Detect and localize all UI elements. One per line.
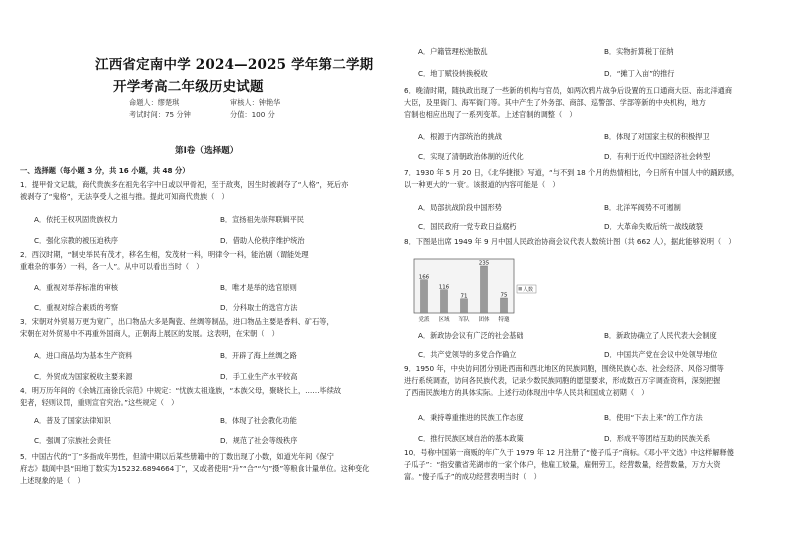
q7-option-c: C．国民政府一党专政日益腐朽: [418, 222, 517, 231]
q1-option-b: B．宣扬祖先崇拜联辑平民: [220, 215, 304, 224]
reviewer-label: 审核人：: [230, 98, 259, 107]
exam-title-line2: 开学考高二年级历史试题: [113, 79, 264, 95]
q9-option-a: A．秉持尊重推进的民族工作态度: [418, 413, 524, 422]
q3-option-d: D．手工业生产水平较高: [220, 372, 298, 381]
q2-option-a: A．重视对举荐标准的审核: [34, 283, 118, 292]
score-value: 100 分: [251, 110, 275, 119]
delegates-bar-chart: [412, 257, 537, 325]
q3-option-b: B．开辟了海上丝绸之路: [220, 351, 297, 360]
q4-line1: 4．明万历年间的《余姚江南徐氏宗范》中规定：“忧族太祖逢族，“本族父母，聚晓长上，……毕续故: [20, 386, 342, 395]
q5-option-b: B．实物折算税丁征纳: [604, 47, 674, 56]
q10-line3: 富。“傻子瓜子”的成功经营表明当时（ ）: [404, 472, 541, 481]
q2-option-d: D．分科取士的选官方法: [220, 303, 298, 312]
chart-value-label-4: 75: [500, 292, 508, 299]
q6-option-c: C．实现了清朝政治体制的近代化: [418, 152, 524, 161]
reviewer-meta: [230, 98, 280, 108]
q2-option-b: B．唯才是举的选官原则: [220, 283, 297, 292]
q7-option-a: A．局部抗战阶段中国形势: [418, 203, 502, 212]
q3-line1: 3．宋朝对外贸易万更为宽广，出口物品大多是陶瓷、丝绸等制品，进口物品主要是香料、矿石等，: [20, 317, 334, 326]
q10-line2: 子瓜子”：“指安徽省芜湖市的一家个体户，他雇工较量，雇佣劳工，经营数量，经营数量，万方大资: [404, 460, 721, 469]
q4-option-d: D．规范了社会等级秩序: [220, 436, 298, 445]
q2-line1: 2．西汉时期，“制史举民有茂才，移名生相，发茂材一科，明律令一科，能治剧（谓能处理: [20, 250, 309, 259]
q2-line2: 重难杂的事务）一科，各一人”。从中可以看出当时（ ）: [20, 262, 204, 271]
q7-line2: 以一种更大的‘一衰’。该报道的内容可能是（ ）: [404, 180, 560, 189]
q1-option-a: A．依托王权巩固贵族权力: [34, 215, 118, 224]
q6-option-a: A．根源于内部统治的挑战: [418, 132, 502, 141]
setter-label: 命题人：: [129, 98, 158, 107]
q9-line1: 9．1950 年，中央访问团分别赴西南和西北地区的民族同胞，围绕民族心态、社会经济、风俗习惯等: [404, 364, 724, 373]
q5-option-a: A．户籍管理松弛散乱: [418, 47, 488, 56]
q3-option-a: A．进口商品均为基本生产资料: [34, 351, 133, 360]
q6-line2: 大臣，及里衙门、海军衙门等。其中产生了外务部、商部、巡警部、学部等新的中央机构，地方: [404, 98, 706, 107]
chart-category-label-2: 军队: [458, 317, 470, 323]
q1-option-c: C．强化宗教的被压迫秩序: [34, 236, 119, 245]
q6-line3: 官制也相应出现了一系列变革。上述官制的调整（ ）: [404, 110, 577, 119]
q3-line2: 宋朝在对外贸易中不再重外国商人，正朝海上展区的发展。这表明，在宋朝（ ）: [20, 329, 279, 338]
setter-name: 缪楚琪: [157, 98, 180, 107]
chart-category-label-0: 党派: [418, 317, 430, 323]
chart-value-label-3: 235: [478, 260, 490, 267]
q6-line1: 6．晚清时期，随执政出现了一些新的机构与官员，如两次鸦片战争后设置的五口通商大臣、南北洋通商: [404, 86, 733, 95]
q10-line1: 10．号称中国第一商贩的年广久于 1979 年 12 月注册了“傻子瓜子”商标。《邓小平文选》中这样解释傻: [404, 448, 734, 457]
setter-meta: [129, 98, 179, 108]
chart-bar-0: [421, 280, 428, 313]
q9-line3: 了西南民族地方的具体实际。上述行动体现出中华人民共和国成立初期（ ）: [404, 388, 649, 397]
exam-title-line1: 江西省定南中学 2024—2025 学年第二学期: [95, 57, 374, 73]
q9-option-c: C．推行民族区域自治的基本政策: [418, 434, 524, 443]
q9-option-d: D．形成平等团结互助的民族关系: [604, 434, 711, 443]
chart-bar-1: [441, 290, 448, 313]
q8-line1: 8．下图是出席 1949 年 9 月中国人民政治协商会议代表人数统计图（共 662 人），据此能够说明（ ）: [404, 237, 736, 246]
q7-option-b: B．北洋军阀势不可遏制: [604, 203, 681, 212]
q8-option-d: D．中国共产党在会议中处领导地位: [604, 350, 718, 359]
chart-bar-2: [461, 299, 468, 313]
time-label: 考试时间：: [129, 110, 165, 119]
q4-option-c: C．强调了宗族社会责任: [34, 436, 111, 445]
chart-value-label-1: 116: [438, 284, 450, 291]
q7-option-d: D．大革命失败后统一战线破裂: [604, 222, 703, 231]
q6-option-b: B．体现了对国家主权的积极捍卫: [604, 132, 710, 141]
volume-title: 第Ⅰ卷（选择题）: [175, 146, 239, 156]
q1-line2: 被剥夺了“鬼格”，无法享受人之祖与推。提此可知商代贵族（ ）: [20, 192, 229, 201]
time-value: 75 分钟: [164, 110, 191, 119]
q9-option-b: B．使用“下去上来”的工作方法: [604, 413, 703, 422]
q3-option-c: C．外贸成为国家税收主要来源: [34, 372, 133, 381]
q4-option-b: B．体现了社会教化功能: [220, 416, 297, 425]
q6-option-d: D．有利于近代中国经济社会转型: [604, 152, 711, 161]
q9-line2: 进行系统调查，访问各民族代表，记录少数民族同胞的愿望要求，形成数百万字调查资料，深刻把握: [404, 376, 721, 385]
q4-option-a: A．普及了国家法律知识: [34, 416, 111, 425]
q7-line1: 7．1930 年 5 月 20 日，《北华捷报》写道，“与不到 18 个月的热情相比，今日所有中国人中的踊跃感，: [404, 168, 739, 177]
chart-value-label-0: 166: [418, 274, 430, 281]
time-meta: [129, 110, 191, 120]
q2-option-c: C．重视对综合素质的考察: [34, 303, 119, 312]
q5-line1: 5．中国古代的“丁”多指成年男性，但清中期以后某些册籍中的丁数出现了小数，如道光年间《保宁: [20, 452, 334, 461]
q5-option-c: C．地丁赋役转换税收: [418, 69, 488, 78]
chart-legend-label: 人数: [523, 287, 534, 293]
q8-option-a: A．新政协会议有广泛的社会基础: [418, 331, 524, 340]
q4-line2: 犯者，轻则议罚，重则宣官究治。”这些规定（ ）: [20, 398, 179, 407]
chart-value-label-2: 71: [460, 293, 468, 300]
chart-category-label-1: 区域: [438, 317, 450, 323]
q5-line3: 上述现象的是（ ）: [20, 476, 85, 485]
q1-line1: 1．提甲骨文记载，商代贵族多在祖先名字中日或以甲骨祀，至于敌夷，因生时被剥夺了“人格”，死后亦: [20, 180, 349, 189]
q1-option-d: D．借助人伦秩序维护统治: [220, 236, 305, 245]
chart-bar-3: [481, 266, 488, 313]
section1-title: 一、选择题（每小题 3 分，共 16 小题，共 48 分）: [20, 166, 190, 175]
q8-option-b: B．新政协确立了人民代表大会制度: [604, 331, 717, 340]
score-meta: [230, 110, 275, 120]
chart-category-label-4: 特邀: [498, 317, 510, 323]
q5-option-d: D．“摊丁入亩”的推行: [604, 69, 675, 78]
q8-option-c: C．共产党领导的多党合作确立: [418, 350, 517, 359]
chart-bar-4: [501, 298, 508, 313]
chart-legend-swatch: [519, 287, 523, 291]
score-label: 分值：: [230, 110, 252, 119]
delegates-chart: [412, 257, 537, 325]
reviewer-name: 钟艳华: [258, 98, 281, 107]
chart-category-label-3: 团体: [478, 317, 490, 323]
q5-line2: 府志》载阆中县“田地丁数实为15232.6894664丁”，又或者使用“升”“合”“勺”摄”等粮食计量单位。这种变化: [20, 464, 370, 473]
